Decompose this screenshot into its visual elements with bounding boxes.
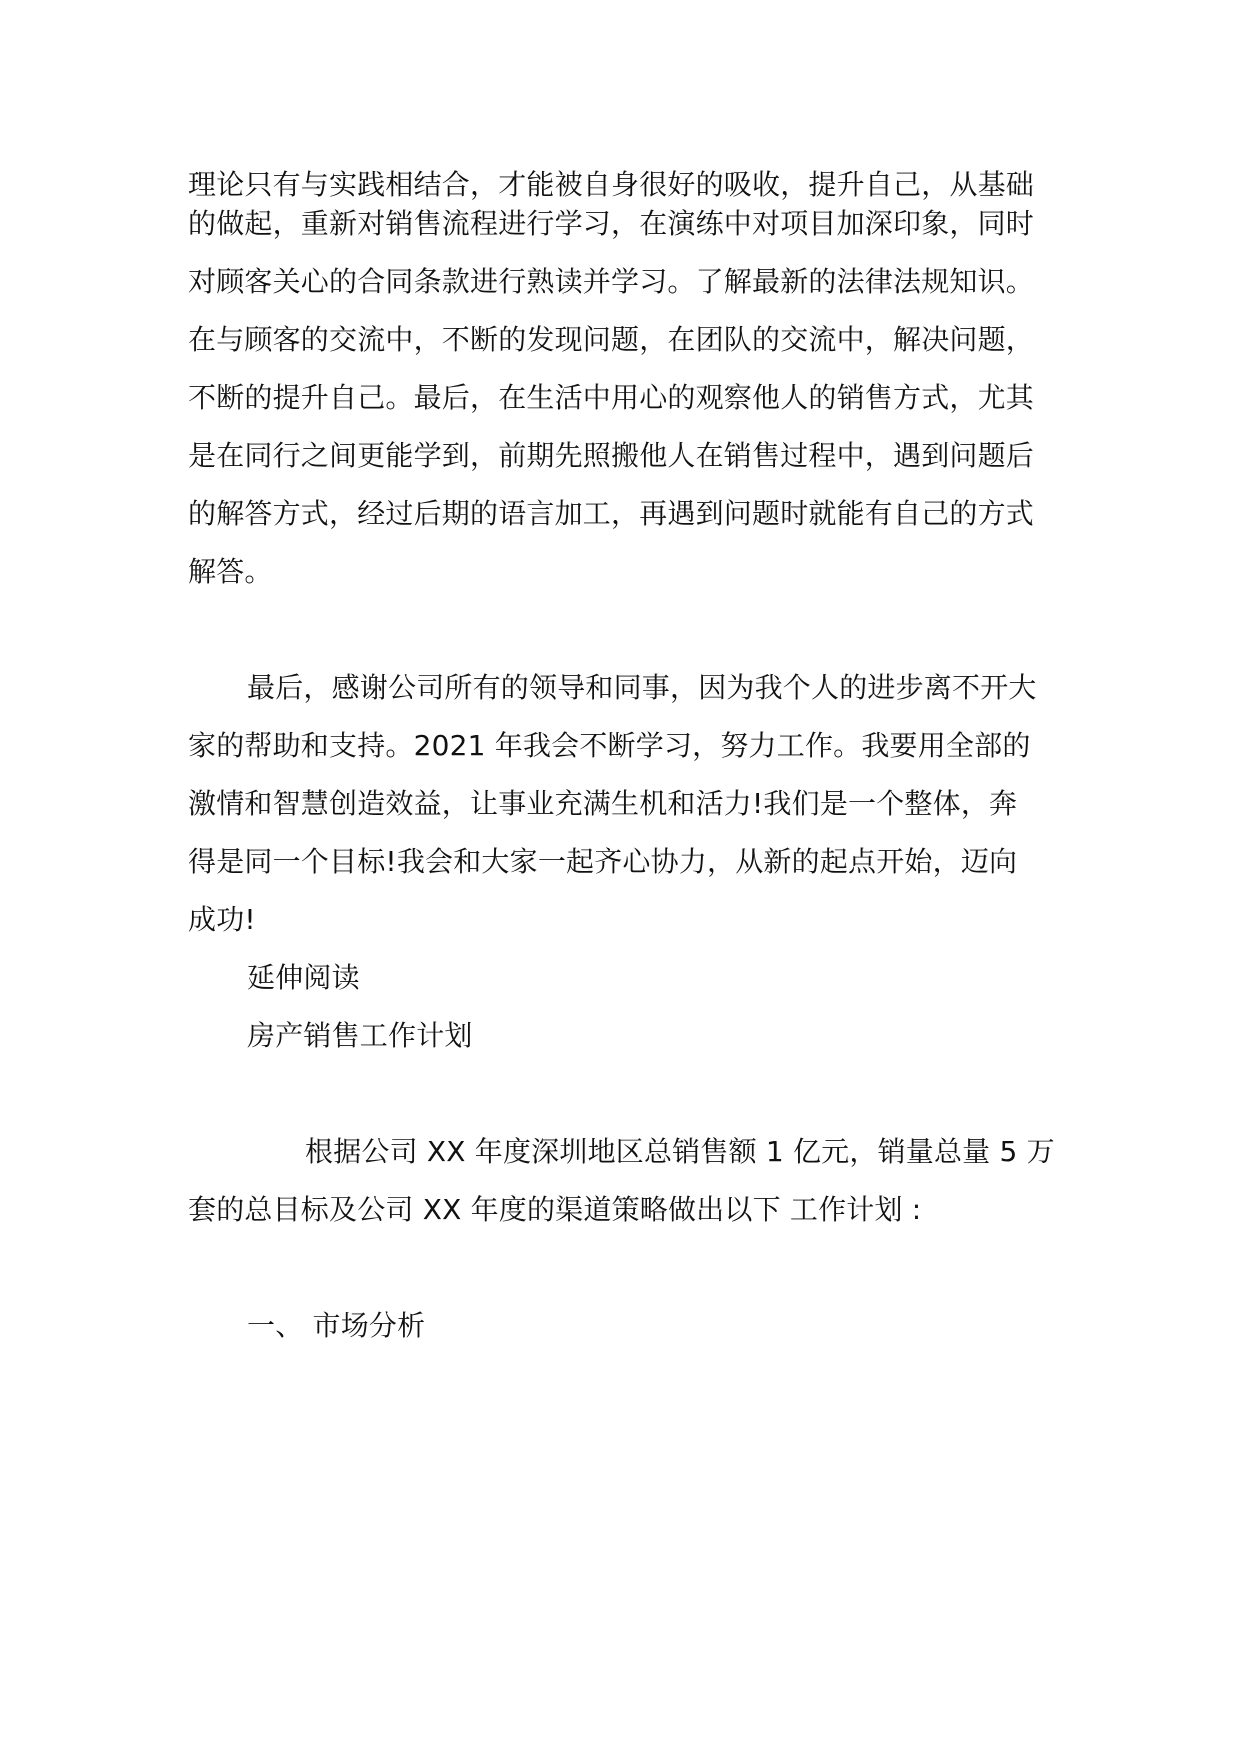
paragraph-line: 家的帮助和支持。2021 年我会不断学习，努力工作。我要用全部的 [188,729,1031,762]
paragraph-line: 不断的提升自己。最后，在生活中用心的观察他人的销售方式，尤其 [188,381,1035,414]
paragraph-line: 套的总目标及公司 XX 年度的渠道策略做出以下 工作计划 : [188,1193,922,1226]
paragraph-line: 在与顾客的交流中，不断的发现问题，在团队的交流中，解决问题， [188,323,1035,356]
paragraph-line: 的做起，重新对销售流程进行学习，在演练中对项目加深印象，同时 [188,207,1035,240]
extended-reading-label: 延伸阅读 [247,961,360,994]
paragraph-line: 解答。 [188,555,273,588]
paragraph-line: 理论只有与实践相结合，才能被自身很好的吸收，提升自己，从基础 [188,168,1035,201]
paragraph-line: 是在同行之间更能学到，前期先照搬他人在销售过程中，遇到问题后 [188,439,1035,472]
paragraph-line: 最后，感谢公司所有的领导和同事，因为我个人的进步离不开大 [247,671,1037,704]
section-heading: 一、 市场分析 [247,1309,426,1342]
paragraph-line: 根据公司 XX 年度深圳地区总销售额 1 亿元，销量总量 5 万 [305,1135,1055,1168]
paragraph-line: 对顾客关心的合同条款进行熟读并学习。了解最新的法律法规知识。 [188,265,1035,298]
paragraph-line: 得是同一个目标!我会和大家一起齐心协力，从新的起点开始，迈向 [188,845,1018,878]
paragraph-line: 激情和智慧创造效益，让事业充满生机和活力!我们是一个整体，奔 [188,787,1018,820]
plan-title: 房产销售工作计划 [247,1019,473,1052]
paragraph-line: 的解答方式，经过后期的语言加工，再遇到问题时就能有自己的方式 [188,497,1035,530]
paragraph-line: 成功! [188,903,256,936]
